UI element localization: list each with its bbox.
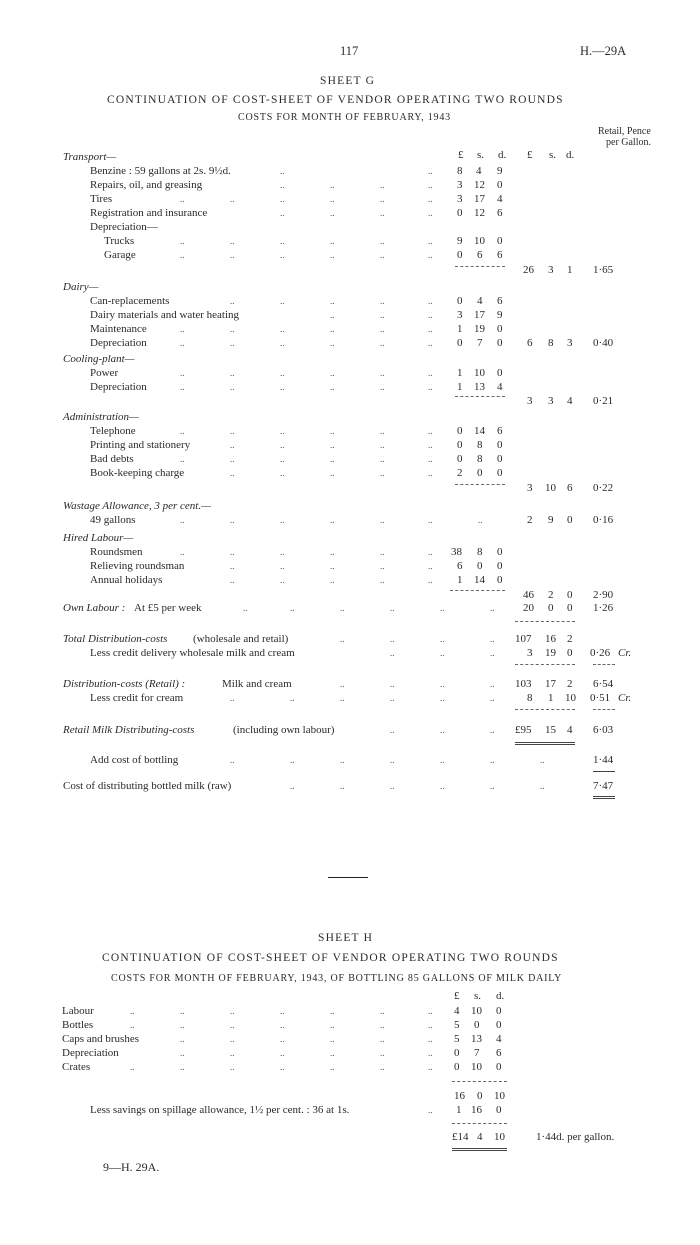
page-footer: 9—H. 29A. [103,1160,160,1174]
table-row: Repairs, oil, and greasing .. .. .. .. 3 12 0 [90,179,503,191]
rule [515,664,575,665]
table-row: Power .. .. .. .. .. .. 1 10 0 [90,367,503,379]
table-row: Maintenance .. .. .. .. .. .. 1 19 0 [90,323,503,335]
rule [452,1148,507,1149]
rule [593,709,615,710]
table-row: Annual holidays .. .. .. .. .. 1 14 0 [90,574,503,586]
column-header-row: £ s. d. [454,990,505,1002]
table-row: Relieving roundsman .. .. .. .. .. 6 0 0 [90,560,503,572]
table-row: Labour .. .. .. .. .. .. .. 4 10 0 [62,1005,502,1017]
table-row: Registration and insurance .. .. .. .. 0 12 6 [90,207,503,219]
total-row: £14 4 10 1·44d. per gallon. [452,1131,615,1143]
wastage-heading: Wastage Allowance, 3 per cent.— [63,500,211,512]
hired-total-row: 46 2 0 2·90 [523,589,614,601]
own-labour-row: Own Labour : At £5 per week .. .. .. .. .. .. 20 0 0 1·26 [63,602,614,614]
rule [452,1150,507,1151]
retail-milk-row: Retail Milk Distributing-costs (including own labour) .. .. .. £95 15 4 6·03 [63,724,614,736]
table-row: Depreciation .. .. .. .. .. .. 0 7 6 [62,1047,502,1059]
bottling-row: Add cost of bottling .. .. .. .. .. .. .. 1·44 [90,754,614,766]
rule [452,1123,507,1124]
col-head-retail: Retail, Pence [598,126,651,137]
table-row: Bottles .. .. .. .. .. .. .. 5 0 0 [62,1019,502,1031]
table-row: Garage .. .. .. .. .. .. 0 6 6 [104,249,503,261]
table-row: Caps and brushes .. .. .. .. .. .. 5 13 4 [62,1033,502,1045]
rule [593,798,615,799]
cooling-total-row: 3 3 4 0·21 [527,395,614,407]
rule [593,796,615,797]
table-row: Tires .. .. .. .. .. .. 3 17 4 [90,193,503,205]
less-cream-row: Less credit for cream .. .. .. .. .. .. 8 1 10 0·51 Cr. [90,692,632,704]
table-row: Crates .. .. .. .. .. .. .. 0 10 0 [62,1061,502,1073]
transport-heading: Transport— [63,151,117,163]
rule [515,742,575,743]
dairy-heading: Dairy— [63,281,99,293]
column-header-row: £ s. d. £ s. d. [458,149,575,161]
distribution-retail-row: Distribution-costs (Retail) : Milk and cream .. .. .. .. 103 17 2 6·54 [63,678,614,690]
transport-total-row: 26 3 1 1·65 [523,264,614,276]
table-row: Benzine : 59 gallons at 2s. 9½d. .. .. 8 4 9 [90,165,503,177]
table-row: Depreciation .. .. .. .. .. .. 1 13 4 [90,381,503,393]
table-row: 49 gallons .. .. .. .. .. .. .. 2 9 0 0·16 [90,514,614,526]
table-row: Book-keeping charge .. .. .. .. .. 2 0 0 [90,467,503,479]
table-row: Bad debts .. .. .. .. .. .. 0 8 0 [90,453,503,465]
rule [452,1081,507,1082]
hired-heading: Hired Labour— [63,532,134,544]
rule [515,709,575,710]
sheet-g-subtitle: COSTS FOR MONTH OF FEBRUARY, 1943 [238,112,451,123]
table-row: Can-replacements .. .. .. .. .. 0 4 6 [90,295,503,307]
rule [593,664,615,665]
admin-heading: Administration— [63,411,139,423]
table-row: Trucks .. .. .. .. .. .. 9 10 0 [104,235,503,247]
sheet-g-label: SHEET G [320,75,376,87]
rule [515,744,575,745]
dairy-depreciation-row: Depreciation .. .. .. .. .. .. 0 7 0 6 8 3 0·40 [90,337,614,349]
table-row: Telephone .. .. .. .. .. .. 0 14 6 [90,425,503,437]
cooling-heading: Cooling-plant— [63,353,135,365]
sheet-h-label: SHEET H [318,932,374,944]
admin-total-row: 3 10 6 0·22 [527,482,614,494]
table-row: Roundsmen .. .. .. .. .. .. 38 8 0 [90,546,503,558]
table-row: Printing and stationery .. .. .. .. .. 0 8 0 [90,439,503,451]
bottled-row: Cost of distributing bottled milk (raw) .. .. .. .. .. .. 7·47 [63,780,614,792]
total-distribution-row: Total Distribution-costs (wholesale and retail) .. .. .. .. 107 16 2 [63,633,573,645]
table-row: Depreciation— [90,221,158,233]
sheet-g-title: CONTINUATION OF COST-SHEET OF VENDOR OPERATING TWO ROUNDS [107,94,564,106]
table-row: Dairy materials and water heating .. .. .. 3 17 9 [90,309,503,321]
section-separator [328,877,368,878]
col-head-retail2: per Gallon. [606,137,651,148]
rule [593,771,615,772]
subtotal-row: 16 0 10 [454,1090,505,1102]
page-ref: H.—29A [580,44,627,58]
sheet-h-subtitle: COSTS FOR MONTH OF FEBRUARY, 1943, OF BOTTLING 85 GALLONS OF MILK DAILY [111,973,563,984]
sheet-h-title: CONTINUATION OF COST-SHEET OF VENDOR OPERATING TWO ROUNDS [102,952,559,964]
rule [515,621,575,622]
savings-row: Less savings on spillage allowance, 1½ per cent. : 36 at 1s. .. 1 16 0 [90,1104,502,1116]
less-credit-row: Less credit delivery wholesale milk and cream .. .. .. 3 19 0 0·26 Cr. [90,647,632,659]
page-number: 117 [340,44,359,58]
